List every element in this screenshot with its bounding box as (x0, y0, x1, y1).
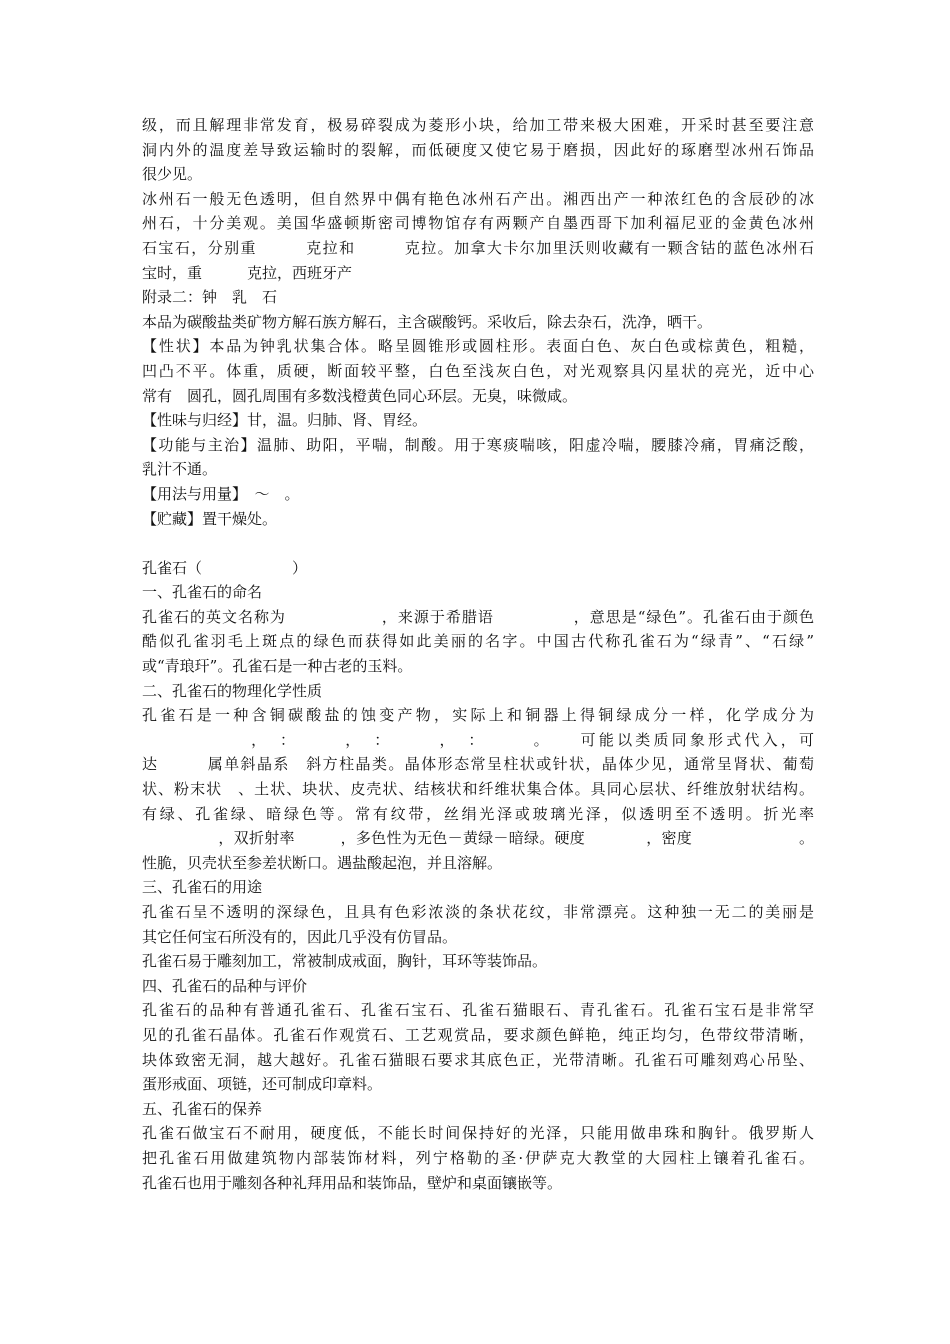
text-line: 三、孔雀石的用途 (142, 878, 263, 897)
text-line: 块体致密无洞，越大越好。孔雀石猫眼石要求其底色正，光带清晰。孔雀石可雕刻鸡心吊坠、 (142, 1050, 814, 1069)
text-line: 性脆，贝壳状至参差状断口。遇盐酸起泡，并且溶解。 (142, 853, 503, 872)
text-line: 州石，十分美观。美国华盛顿斯密司博物馆存有两颗产自墨西哥下加利福尼亚的金黄色冰州 (142, 214, 814, 233)
text-line: 有绿、孔雀绿、暗绿色等。常有纹带，丝绢光泽或玻璃光泽，似透明至不透明。折光率 (142, 804, 814, 823)
text-line: 级，而且解理非常发育，极易碎裂成为菱形小块，给加工带来极大困难，开采时甚至要注意 (142, 116, 814, 134)
text-line: 乳汁不通。 (142, 460, 218, 479)
text-line: 其它任何宝石所没有的，因此几乎没有仿冒品。 (142, 927, 458, 946)
text-line: 【功能与主治】温肺、助阳，平喘，制酸。用于寒痰喘咳，阳虚冷喘，腰膝冷痛，胃痛泛酸， (142, 435, 814, 454)
text-line: 孔雀石是一种含铜碳酸盐的蚀变产物，实际上和铜器上得铜绿成分一样，化学成分为 (142, 706, 814, 725)
text-line: 达 属单斜晶系 斜方柱晶类。晶体形态常呈柱状或针状，晶体少见，通常呈肾状、葡萄 (142, 755, 814, 774)
text-line: 宝时，重 克拉，西班牙产 (142, 263, 353, 282)
text-line: ，双折射率 ，多色性为无色－黄绿－暗绿。硬度 ，密度 。 (142, 829, 814, 848)
text-line: 孔雀石呈不透明的深绿色，且具有色彩浓淡的条状花纹，非常漂亮。这种独一无二的美丽是 (142, 903, 814, 921)
text-line: 【性味与归经】甘，温。归肺、肾、胃经。 (142, 411, 428, 430)
text-line: 【用法与用量】 ～ 。 (142, 484, 300, 503)
blank-line (142, 531, 814, 556)
text-line: 酷似孔雀羽毛上斑点的绿色而获得如此美丽的名字。中国古代称孔雀石为“绿青”、“石绿” (142, 632, 814, 651)
text-line: 孔雀石的英文名称为 ，来源于希腊语 ，意思是“绿色”。孔雀石由于颜色 (142, 607, 814, 626)
text-line: 附录二：钟 乳 石 (142, 288, 278, 307)
text-line: 【性状】本品为钟乳状集合体。略呈圆锥形或圆柱形。表面白色、灰白色或棕黄色，粗糙， (142, 337, 814, 356)
text-line: 孔雀石易于雕刻加工，常被制成戒面，胸针，耳环等装饰品。 (142, 952, 548, 971)
text-line: 把孔雀石用做建筑物内部装饰材料，列宁格勒的圣·伊萨克大教堂的大园柱上镶着孔雀石。 (142, 1148, 814, 1167)
text-line: 【贮藏】置干燥处。 (142, 509, 278, 528)
text-line: 孔雀石做宝石不耐用，硬度低，不能长时间保持好的光泽，只能用做串珠和胸针。俄罗斯人 (142, 1124, 814, 1143)
text-line: ， ： ， ： ， ： 。 可能以类质同象形式代入，可 (142, 730, 814, 749)
text-line: 状、粉末状 、土状、块状、皮壳状、结核状和纤维状集合体。具同心层状、纤维放射状结构。 (142, 780, 814, 799)
text-line: 孔雀石（ ） (142, 558, 308, 577)
text-line: 常有 圆孔，圆孔周围有多数浅橙黄色同心环层。无臭，味微咸。 (142, 386, 578, 405)
text-line: 洞内外的温度差导致运输时的裂解，而低硬度又使它易于磨损，因此好的琢磨型冰州石饰品 (142, 140, 814, 159)
text-line: 凹凸不平。体重，质硬，断面较平整，白色至浅灰白色，对光观察具闪星状的亮光，近中心 (142, 361, 814, 380)
text-line: 冰州石一般无色透明，但自然界中偶有艳色冰州石产出。湘西出产一种浓红色的含辰砂的冰 (142, 189, 814, 208)
text-line: 本品为碳酸盐类矿物方解石族方解石，主含碳酸钙。采收后，除去杂石，洗净，晒干。 (142, 312, 713, 331)
text-line: 四、孔雀石的品种与评价 (142, 976, 308, 995)
text-line: 石宝石，分别重 克拉和 克拉。加拿大卡尔加里沃则收藏有一颗含钴的蓝色冰州石 (142, 238, 814, 257)
document-page (142, 113, 814, 1195)
text-line: 蛋形戒面、项链，还可制成印章料。 (142, 1075, 383, 1094)
text-line: 二、孔雀石的物理化学性质 (142, 681, 323, 700)
text-line: 或“青琅玕”。孔雀石是一种古老的玉料。 (142, 657, 413, 676)
text-line: 见的孔雀石晶体。孔雀石作观赏石、工艺观赏品，要求颜色鲜艳，纯正均匀，色带纹带清晰， (142, 1025, 814, 1044)
text-line: 五、孔雀石的保养 (142, 1099, 263, 1118)
text-line: 孔雀石也用于雕刻各种礼拜用品和装饰品，壁炉和桌面镶嵌等。 (142, 1173, 563, 1192)
text-line: 很少见。 (142, 165, 203, 184)
text-line: 一、孔雀石的命名 (142, 583, 263, 602)
text-line: 孔雀石的品种有普通孔雀石、孔雀石宝石、孔雀石猫眼石、青孔雀石。孔雀石宝石是非常罕 (142, 1001, 814, 1020)
